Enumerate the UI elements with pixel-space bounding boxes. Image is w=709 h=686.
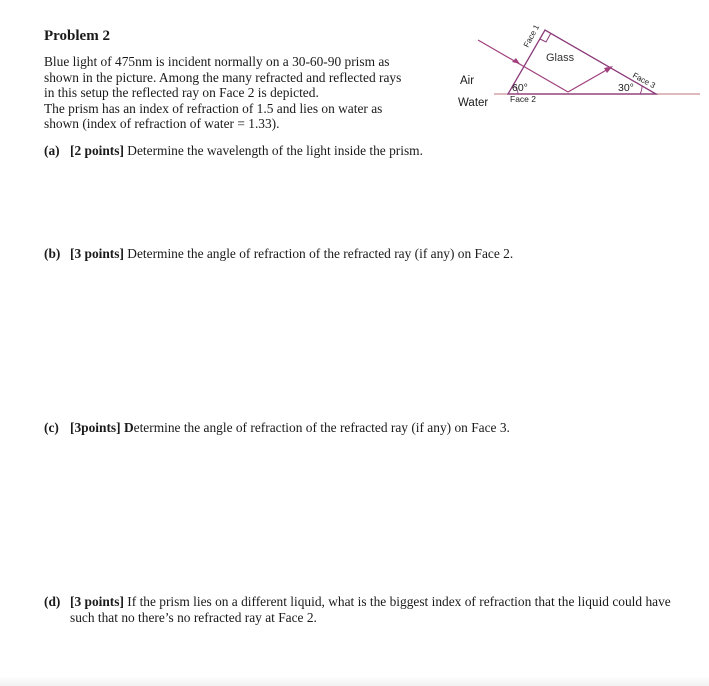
question-label: (a) — [44, 143, 60, 158]
intro-line: The prism has an index of refraction of 1.5 and lies on water as — [44, 100, 383, 116]
reflected-ray-arrow — [604, 66, 613, 73]
question-text: Determine the wavelength of the light inside the prism. — [123, 143, 423, 158]
intro-line: in this setup the reflected ray on Face 2 is depicted. — [44, 85, 319, 101]
face3-label: Face 3 — [631, 70, 657, 91]
intro-line: Blue light of 475nm is incident normally on a 30-60-90 prism as — [44, 54, 390, 69]
reflected-ray — [568, 68, 610, 92]
question-text: If the prism lies on a different liquid, what is the biggest index of refraction that the liquid could have such that no there’s no refracted ray at Face 2. — [70, 594, 671, 625]
question-b — [44, 246, 674, 262]
question-label: (b) — [44, 246, 61, 261]
glass-label: Glass — [546, 52, 575, 64]
face1-label: Face 1 — [521, 23, 542, 49]
incident-ray-arrow — [512, 58, 520, 64]
right-angle-marker — [540, 33, 551, 42]
question-d — [44, 594, 674, 625]
water-label: Water — [458, 97, 489, 109]
page-bottom-edge — [0, 676, 709, 686]
question-points: [2 points] — [70, 143, 124, 158]
intro-line: shown (index of refraction of water = 1.33). — [44, 116, 280, 132]
angle-30-label: 30° — [618, 82, 634, 94]
question-points: [3 points] — [70, 246, 124, 261]
question-a — [44, 143, 674, 159]
problem-title: Problem 2 — [44, 28, 110, 44]
question-text: Determine the angle of refraction of the refracted ray (if any) on Face 2. — [123, 246, 514, 261]
air-label: Air — [460, 75, 475, 87]
angle-30-arc — [640, 86, 642, 94]
question-points: [3 points] — [70, 594, 124, 609]
question-c — [44, 420, 674, 436]
question-points: [3points] D — [70, 420, 134, 435]
angle-60-label: 60° — [512, 82, 528, 94]
face2-label: Face 2 — [510, 94, 536, 104]
question-text: etermine the angle of refraction of the refracted ray (if any) on Face 3. — [133, 420, 510, 435]
intro-line: shown in the picture. Among the many refracted and reflected rays — [44, 69, 402, 85]
question-label: (d) — [44, 594, 61, 609]
question-label: (c) — [44, 420, 59, 435]
